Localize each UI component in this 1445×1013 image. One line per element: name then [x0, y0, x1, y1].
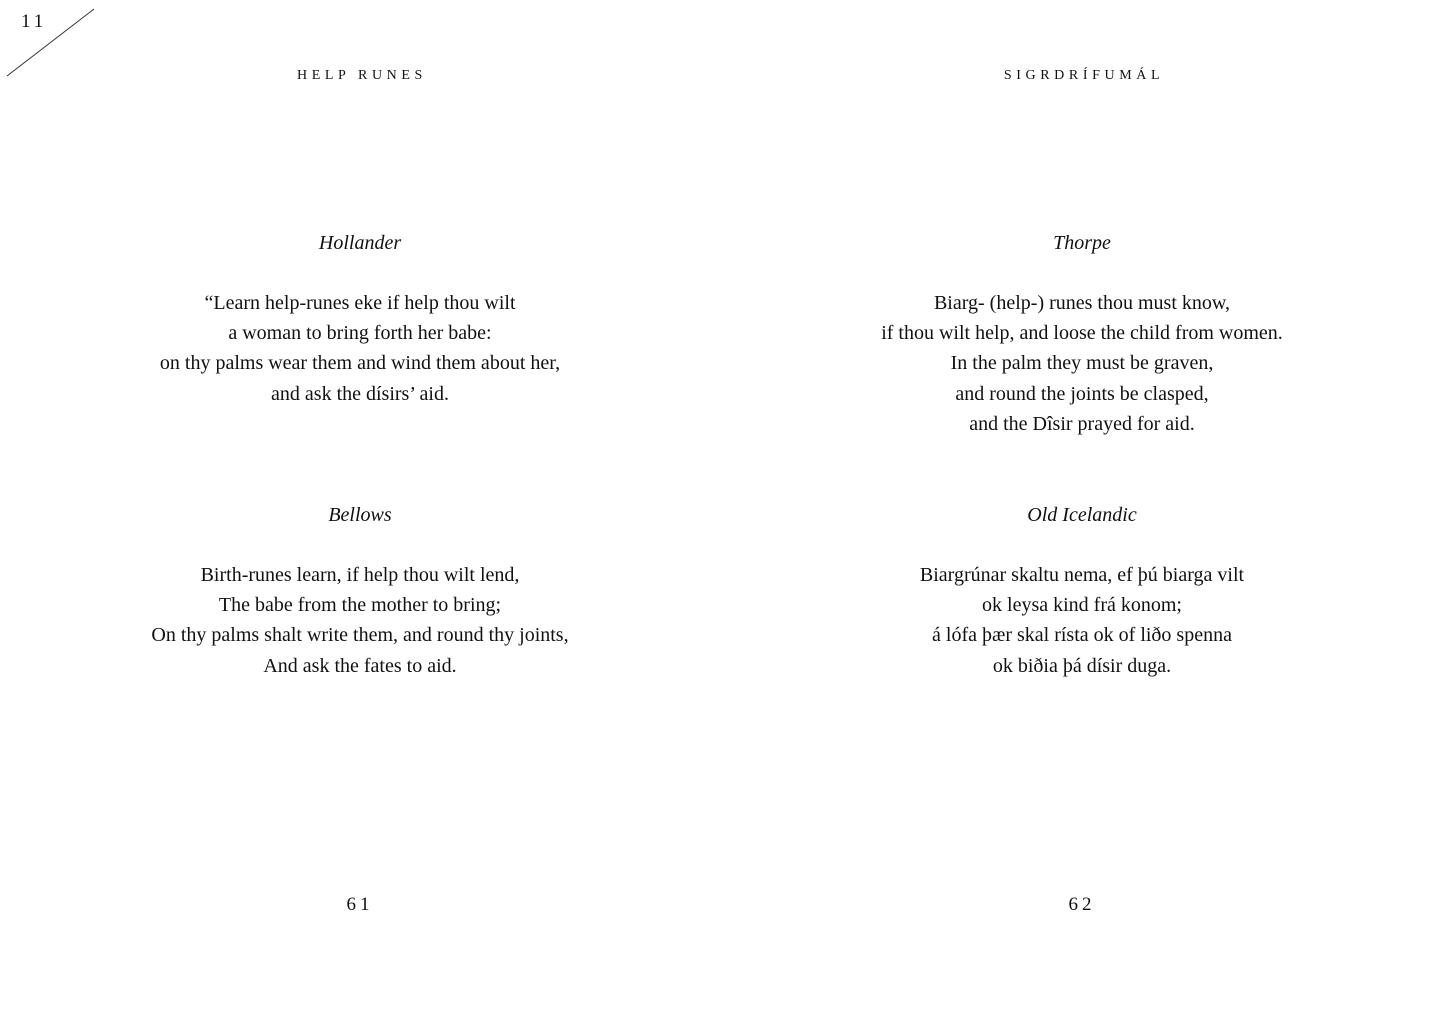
translation-section-thorpe — [722, 228, 1442, 439]
verse-line: ok leysa kind frá konom; — [982, 594, 1182, 617]
verse-line: on thy palms wear them and wind them about her, — [159, 352, 561, 375]
verse-line: “Learn help-runes eke if help thou wilt — [204, 292, 516, 314]
verse-line: and the Dîsir prayed for aid. — [969, 412, 1195, 435]
verse-line: Biarg- (help-) runes thou must know, — [933, 292, 1231, 314]
running-head: HELP RUNES — [297, 68, 427, 83]
translator-title: Old Icelandic — [1027, 504, 1137, 526]
verse-line: Birth-runes learn, if help thou wilt lend, — [200, 564, 520, 586]
stanza — [0, 560, 720, 681]
verse-line: In the palm they must be graven, — [950, 352, 1214, 375]
verse-line: On thy palms shalt write them, and round thy joints, — [151, 624, 569, 647]
stanza — [0, 288, 720, 409]
verse-line: And ask the fates to aid. — [263, 654, 457, 677]
translation-section-bellows — [0, 500, 720, 681]
stanza — [722, 288, 1442, 439]
verse-line: The babe from the mother to bring; — [218, 594, 502, 617]
translator-title: Bellows — [328, 504, 392, 526]
verse-line: a woman to bring forth her babe: — [228, 322, 492, 345]
page-number: 61 — [346, 894, 374, 915]
left-page — [0, 0, 720, 1013]
page-number: 62 — [1068, 894, 1096, 915]
verse-line: á lófa þær skal rísta ok of liðo spenna — [932, 624, 1232, 647]
stanza — [722, 560, 1442, 681]
running-head: SIGRDRÍFUMÁL — [1003, 68, 1165, 83]
right-page — [722, 0, 1442, 1013]
verse-line: and ask the dísirs’ aid. — [271, 382, 449, 405]
verse-line: ok biðia þá dísir duga. — [992, 654, 1172, 677]
translator-title: Hollander — [318, 232, 402, 254]
verse-line: Biargrúnar skaltu nema, ef þú biarga vilt — [919, 564, 1245, 586]
corner-marker-number: 11 — [21, 11, 48, 32]
translation-section-hollander — [0, 228, 720, 409]
translator-title: Thorpe — [1053, 232, 1111, 254]
original-text-section-old-icelandic — [722, 500, 1442, 681]
verse-line: and round the joints be clasped, — [955, 382, 1209, 405]
verse-line: if thou wilt help, and loose the child from women. — [881, 322, 1283, 345]
